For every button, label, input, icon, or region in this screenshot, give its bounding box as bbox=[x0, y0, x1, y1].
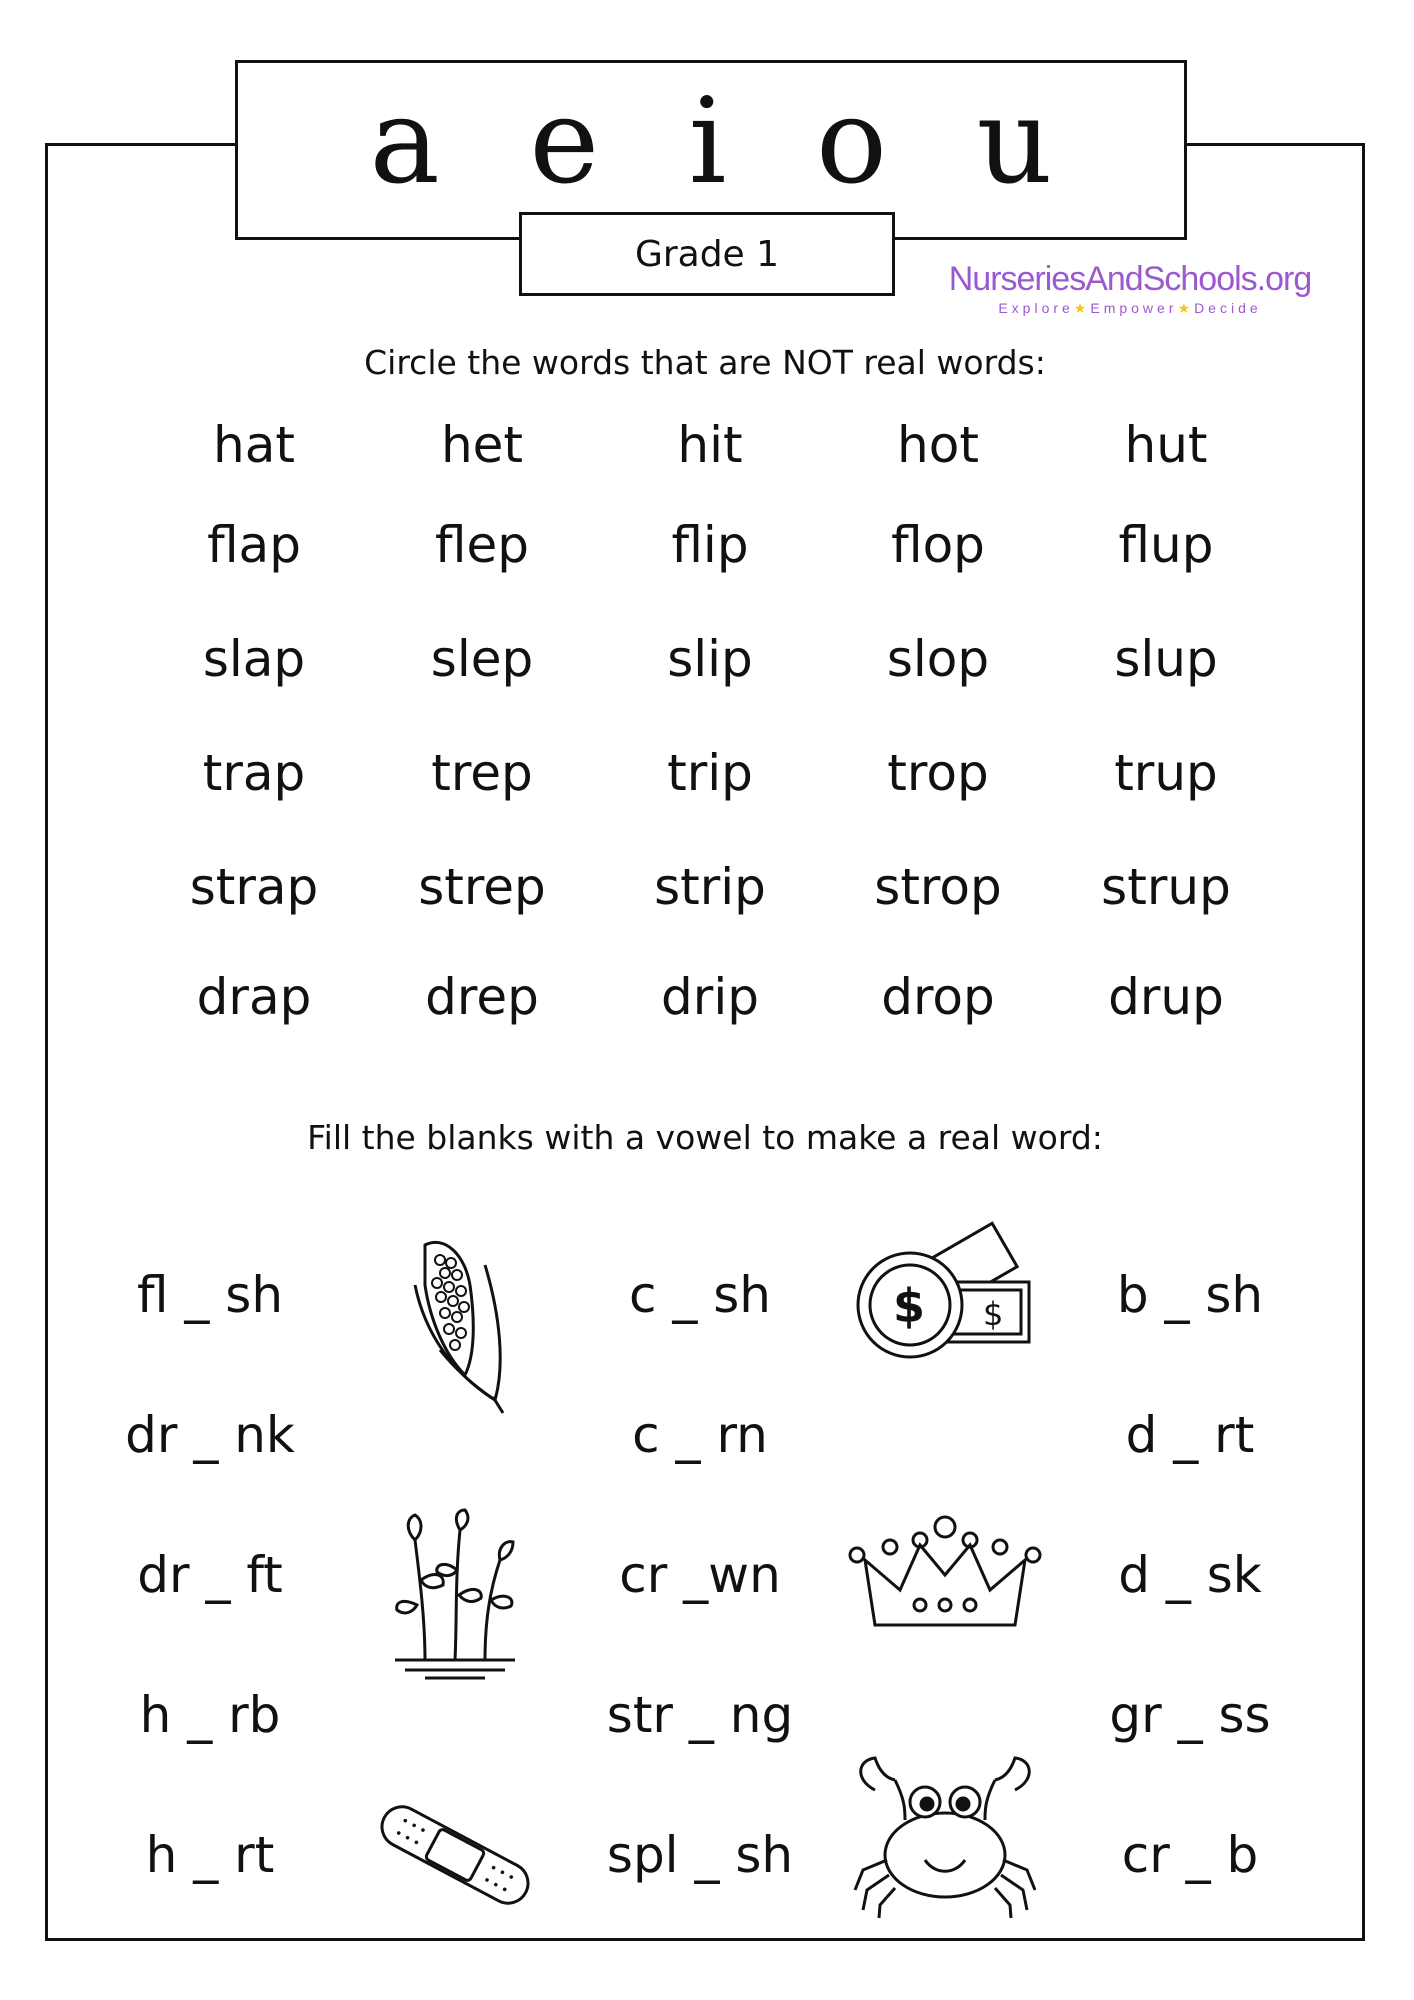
word[interactable]: hot bbox=[897, 416, 979, 474]
word[interactable]: trip bbox=[667, 744, 753, 802]
word[interactable]: het bbox=[440, 416, 524, 474]
word-row bbox=[140, 516, 1280, 634]
word-row bbox=[140, 744, 1280, 862]
fill-word[interactable]: h _ rb bbox=[139, 1686, 281, 1744]
fill-row bbox=[90, 1225, 1330, 1365]
word-grid bbox=[140, 416, 1280, 1072]
word[interactable]: drep bbox=[425, 968, 539, 1026]
fill-word[interactable]: cr _wn bbox=[619, 1546, 781, 1604]
section2-instruction: Fill the blanks with a vowel to make a real word: bbox=[307, 1118, 1103, 1157]
word[interactable]: slip bbox=[667, 630, 753, 688]
fill-word[interactable]: dr _ nk bbox=[125, 1406, 295, 1464]
tagline-decide: Decide bbox=[1194, 300, 1262, 316]
word[interactable]: flip bbox=[671, 516, 749, 574]
word[interactable]: slap bbox=[202, 630, 306, 688]
word[interactable]: strip bbox=[654, 858, 766, 916]
fill-word[interactable]: spl _ sh bbox=[606, 1826, 794, 1884]
star-icon: ★ bbox=[1177, 300, 1195, 316]
fill-word[interactable]: h _ rt bbox=[145, 1826, 275, 1884]
brand-tagline bbox=[940, 300, 1320, 317]
section1-instruction: Circle the words that are NOT real words: bbox=[364, 343, 1046, 382]
word[interactable]: drap bbox=[196, 968, 312, 1026]
word[interactable]: drip bbox=[661, 968, 759, 1026]
word[interactable]: flap bbox=[207, 516, 301, 574]
word[interactable]: slup bbox=[1114, 630, 1218, 688]
grade-label: Grade 1 bbox=[634, 233, 780, 275]
word[interactable]: flop bbox=[891, 516, 985, 574]
plant-icon bbox=[330, 1505, 580, 1645]
word[interactable]: strep bbox=[418, 858, 546, 916]
word[interactable]: slop bbox=[886, 630, 990, 688]
fill-word[interactable]: fl _ sh bbox=[136, 1266, 284, 1324]
word[interactable]: trap bbox=[202, 744, 306, 802]
word[interactable]: drop bbox=[881, 968, 995, 1026]
fill-word[interactable]: gr _ ss bbox=[1109, 1686, 1271, 1744]
word-row bbox=[140, 968, 1280, 1072]
word[interactable]: trep bbox=[431, 744, 533, 802]
corn-icon bbox=[330, 1225, 580, 1365]
fill-word[interactable]: dr _ ft bbox=[137, 1546, 283, 1604]
fill-word[interactable]: d _ sk bbox=[1118, 1546, 1262, 1604]
word[interactable]: strop bbox=[874, 858, 1002, 916]
fill-row bbox=[90, 1505, 1330, 1645]
bandage-icon bbox=[330, 1785, 580, 1925]
fill-row bbox=[90, 1645, 1330, 1785]
svg-text:$: $ bbox=[983, 1295, 1004, 1333]
svg-text:$: $ bbox=[893, 1279, 926, 1333]
word[interactable]: flup bbox=[1118, 516, 1214, 574]
tagline-empower: Empower bbox=[1090, 300, 1178, 316]
star-icon: ★ bbox=[1073, 300, 1091, 316]
brand-name: NurseriesAndSchools.org bbox=[948, 260, 1312, 298]
fill-word[interactable]: cr _ b bbox=[1121, 1826, 1259, 1884]
word-row bbox=[140, 858, 1280, 972]
fill-row bbox=[90, 1785, 1330, 1925]
word[interactable]: strup bbox=[1101, 858, 1231, 916]
word[interactable]: drup bbox=[1108, 968, 1224, 1026]
crab-icon bbox=[820, 1785, 1070, 1925]
word[interactable]: trup bbox=[1114, 744, 1218, 802]
word[interactable]: strap bbox=[189, 858, 319, 916]
fill-word[interactable]: c _ sh bbox=[628, 1266, 772, 1324]
brand-logo bbox=[940, 262, 1320, 317]
fill-word[interactable]: c _ rn bbox=[632, 1406, 768, 1464]
word[interactable]: hat bbox=[213, 416, 295, 474]
page-title: a e i o u bbox=[369, 72, 1079, 210]
word[interactable]: slep bbox=[430, 630, 534, 688]
fill-row bbox=[90, 1365, 1330, 1505]
crown-icon bbox=[820, 1505, 1070, 1645]
fill-grid bbox=[90, 1225, 1330, 1925]
grade-box bbox=[519, 212, 895, 296]
fill-word[interactable]: d _ rt bbox=[1125, 1406, 1255, 1464]
word[interactable]: flep bbox=[435, 516, 529, 574]
fill-word[interactable]: b _ sh bbox=[1116, 1266, 1264, 1324]
word[interactable]: hit bbox=[677, 416, 743, 474]
word[interactable]: trop bbox=[887, 744, 989, 802]
word-row bbox=[140, 630, 1280, 748]
tagline-explore: Explore bbox=[998, 300, 1074, 316]
word[interactable]: hut bbox=[1124, 416, 1208, 474]
word-row bbox=[140, 416, 1280, 520]
fill-word[interactable]: str _ ng bbox=[606, 1686, 794, 1744]
money-icon bbox=[820, 1225, 1070, 1365]
